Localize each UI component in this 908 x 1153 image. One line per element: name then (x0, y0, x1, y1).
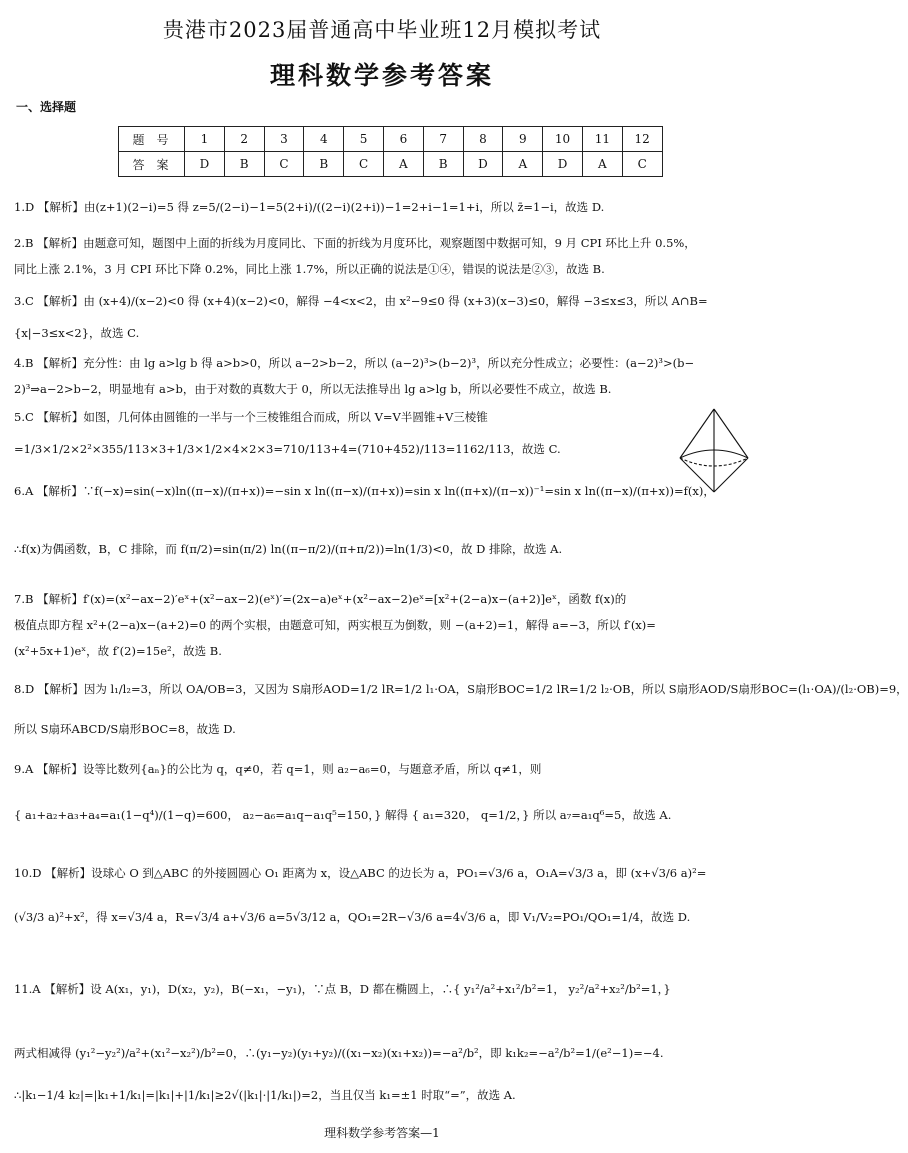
solution-10-line-2: (√3/3 a)²+x²，得 x=√3/4 a，R=√3/4 a+√3/6 a=5√3/12 a，QO₁=2R−√3/6 a=4√3/6 a，即 V₁/V₂=PO₁/QO₁=1/4，故选 D. (14, 910, 691, 924)
answer-cell: C (622, 152, 662, 177)
solution-7-line-2: 极值点即方程 x²+(2−a)x−(a+2)=0 的两个实根，由题意可知，两实根互为倒数，则 −(a+2)=1，解得 a=−3，所以 f′(x)= (14, 618, 656, 632)
exam-title: 贵港市2023届普通高中毕业班12月模拟考试 (162, 18, 602, 42)
answer-cell: A (503, 152, 543, 177)
question-number-row (119, 127, 663, 152)
solution-2-line-2: 同比上涨 2.1%，3 月 CPI 环比下降 0.2%，同比上涨 1.7%，所以正确的说法是①④，错误的说法是②③，故选 B. (14, 262, 605, 276)
solution-6-line-2: ∴f(x)为偶函数，B，C 排除，而 f(π/2)=sin(π/2) ln((π−π/2)/(π+π/2))=ln(1/3)<0，故 D 排除，故选 A. (14, 542, 563, 556)
question-number: 3 (264, 127, 304, 152)
question-number: 11 (582, 127, 622, 152)
question-number: 4 (304, 127, 344, 152)
solution-8-line-1: 8.D 【解析】因为 l₁/l₂=3，所以 OA/OB=3，又因为 S扇形AOD=1/2 lR=1/2 l₁·OA，S扇形BOC=1/2 lR=1/2 l₂·OB，所以 S扇形AOD/S扇形BOC=(l₁·OA)/(l₂·OB)=9， (14, 682, 908, 696)
solution-4-line-1: 4.B 【解析】充分性：由 lg a>lg b 得 a>b>0，所以 a−2>b−2，所以 (a−2)³>(b−2)³，所以充分性成立；必要性：(a−2)³>(b− (14, 356, 695, 370)
answer-cell: B (224, 152, 264, 177)
question-number: 9 (503, 127, 543, 152)
solution-5-line-1: 5.C 【解析】如图，几何体由圆锥的一半与一个三棱锥组合而成，所以 V=V半圆锥+V三棱锥 (14, 410, 488, 424)
question-number: 8 (463, 127, 503, 152)
question-number: 12 (622, 127, 662, 152)
answer-cell: B (423, 152, 463, 177)
answer-cell: D (463, 152, 503, 177)
solution-7-line-3: (x²+5x+1)eˣ，故 f′(2)=15e²，故选 B. (14, 644, 222, 658)
solution-4-line-2: 2)³⇒a−2>b−2，明显地有 a>b，由于对数的真数大于 0，所以无法推导出 lg a>lg b，所以必要性不成立，故选 B. (14, 382, 612, 396)
solution-2-line-1: 2.B 【解析】由题意可知，题图中上面的折线为月度同比、下面的折线为月度环比，观察题图中数据可知，9 月 CPI 环比上升 0.5%， (14, 236, 696, 250)
answer-cell: C (264, 152, 304, 177)
solution-11-line-3: ∴|k₁−1/4 k₂|=|k₁+1/k₁|=|k₁|+|1/k₁|≥2√(|k₁|·|1/k₁|)=2，当且仅当 k₁=±1 时取“=”，故选 A. (14, 1088, 516, 1102)
answer-cell: D (543, 152, 583, 177)
answer-cell: C (344, 152, 384, 177)
section-heading: 一、选择题 (16, 100, 77, 114)
solution-3-line-2: {x|−3≤x<2}，故选 C. (14, 326, 140, 340)
answer-cell: A (383, 152, 423, 177)
question-number: 5 (344, 127, 384, 152)
cone-pyramid-figure (676, 406, 754, 496)
question-number: 6 (383, 127, 423, 152)
solution-6-line-1: 6.A 【解析】∵f(−x)=sin(−x)ln((π−x)/(π+x))=−sin x ln((π−x)/(π+x))=sin x ln((π+x)/(π−x))⁻¹=sin x ln((π−x)/(π+x))=f(x)， (14, 484, 715, 498)
solution-11-line-2: 两式相减得 (y₁²−y₂²)/a²+(x₁²−x₂²)/b²=0，∴(y₁−y₂)(y₁+y₂)/((x₁−x₂)(x₁+x₂))=−a²/b²，即 k₁k₂=−a²/b²=1/(e²−1)=−4. (14, 1046, 664, 1060)
answer-cell: D (185, 152, 225, 177)
row-label-number: 题号 (119, 127, 185, 152)
row-label-answer: 答案 (119, 152, 185, 177)
question-number: 10 (543, 127, 583, 152)
answer-row (119, 152, 663, 177)
solution-5-line-2: =1/3×1/2×2²×355/113×3+1/3×1/2×4×2×3=710/113+4=(710+452)/113=1162/113，故选 C. (14, 442, 561, 456)
question-number: 2 (224, 127, 264, 152)
solution-3-line-1: 3.C 【解析】由 (x+4)/(x−2)<0 得 (x+4)(x−2)<0，解得 −4<x<2，由 x²−9≤0 得 (x+3)(x−3)≤0，解得 −3≤x≤3，所以 A∩B= (14, 294, 708, 308)
answer-cell: A (582, 152, 622, 177)
question-number: 7 (423, 127, 463, 152)
solution-1-line-1: 1.D 【解析】由(z+1)(2−i)=5 得 z=5/(2−i)−1=5(2+i)/((2−i)(2+i))−1=2+i−1=1+i，所以 z̄=1−i，故选 D. (14, 200, 605, 214)
solution-9-line-2: { a₁+a₂+a₃+a₄=a₁(1−q⁴)/(1−q)=600， a₂−a₆=a₁q−a₁q⁵=150，} 解得 { a₁=320， q=1/2，} 所以 a₇=a₁q⁶=5，故选 A. (14, 808, 672, 822)
answer-key-title: 理科数学参考答案 (269, 61, 494, 90)
answer-table (118, 126, 663, 177)
page-footer: 理科数学参考答案—1 (324, 1126, 440, 1140)
solution-7-line-1: 7.B 【解析】f′(x)=(x²−ax−2)′eˣ+(x²−ax−2)(eˣ)′=(2x−a)eˣ+(x²−ax−2)eˣ=[x²+(2−a)x−(a+2)]eˣ，函数 f(x)的 (14, 592, 627, 606)
solution-9-line-1: 9.A 【解析】设等比数列{aₙ}的公比为 q，q≠0，若 q=1，则 a₂−a₆=0，与题意矛盾，所以 q≠1，则 (14, 762, 542, 776)
answer-cell: B (304, 152, 344, 177)
solution-8-line-2: 所以 S扇环ABCD/S扇形BOC=8，故选 D. (14, 722, 236, 736)
question-number: 1 (185, 127, 225, 152)
solution-11-line-1: 11.A 【解析】设 A(x₁，y₁)，D(x₂，y₂)，B(−x₁，−y₁)，∵点 B，D 都在椭圆上，∴{ y₁²/a²+x₁²/b²=1， y₂²/a²+x₂²/b²=1，} (14, 982, 671, 996)
solution-10-line-1: 10.D 【解析】设球心 O 到△ABC 的外接圆圆心 O₁ 距离为 x，设△ABC 的边长为 a，PO₁=√3/6 a，O₁A=√3/3 a，即 (x+√3/6 a)²= (14, 866, 707, 880)
